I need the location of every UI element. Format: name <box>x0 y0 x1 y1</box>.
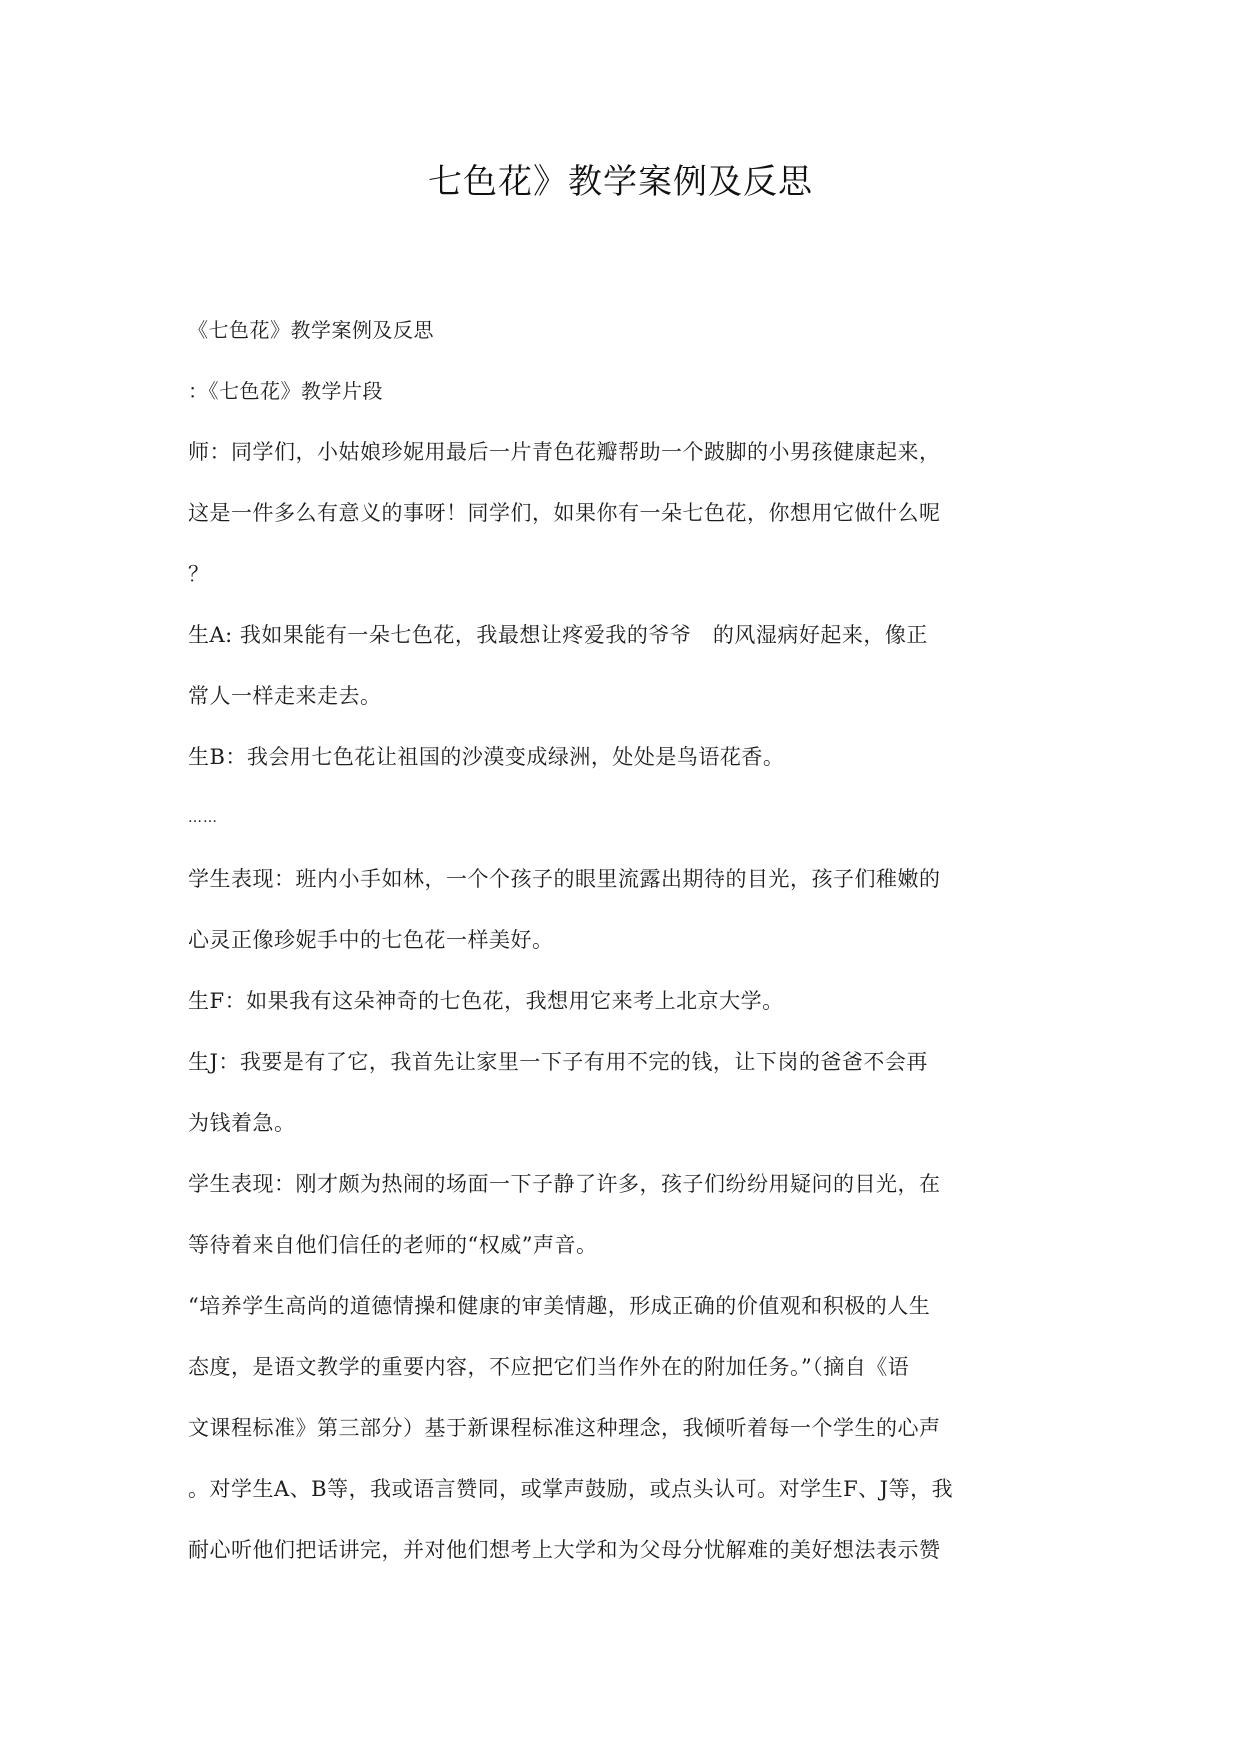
paragraph-line: 文课程标准》第三部分）基于新课程标准这种理念，我倾听着每一个学生的心声 <box>188 1416 941 1440</box>
paragraph-line: “培养学生高尚的道德情操和健康的审美情趣，形成正确的价值观和积极的人生 <box>188 1294 931 1318</box>
document-title: 七色花》教学案例及反思 <box>428 162 813 202</box>
paragraph-line: 态度，是语文教学的重要内容，不应把它们当作外在的附加任务。”（摘自《语 <box>188 1355 910 1379</box>
subtitle-line: 《七色花》教学案例及反思 <box>188 318 434 342</box>
ellipsis-line: …… <box>188 810 218 826</box>
paragraph-line: 耐心听他们把话讲完，并对他们想考上大学和为父母分忧解难的美好想法表示赞 <box>188 1538 941 1562</box>
paragraph-line: 这是一件多么有意义的事呀！同学们，如果你有一朵七色花，你想用它做什么呢 <box>188 501 941 525</box>
paragraph-line: 生B：我会用七色花让祖国的沙漠变成绿洲，处处是鸟语花香。 <box>188 745 785 769</box>
paragraph-line: 。对学生A、B等，我或语言赞同，或掌声鼓励，或点头认可。对学生F、J等，我 <box>188 1477 954 1501</box>
paragraph-line: 生F：如果我有这朵神奇的七色花，我想用它来考上北京大学。 <box>188 989 784 1013</box>
paragraph-line: 心灵正像珍妮手中的七色花一样美好。 <box>188 928 554 952</box>
paragraph-line: 学生表现：刚才颇为热闹的场面一下子静了许多，孩子们纷纷用疑问的目光，在 <box>188 1172 941 1196</box>
paragraph-line: ？ <box>188 562 210 586</box>
paragraph-line: 生A: 我如果能有一朵七色花，我最想让疼爱我的爷爷 的风湿病好起来，像正 <box>188 623 928 647</box>
paragraph-line: 常人一样走来走去。 <box>188 684 382 708</box>
paragraph-line: 生J：我要是有了它，我首先让家里一下子有用不完的钱，让下岗的爸爸不会再 <box>188 1050 928 1074</box>
section-heading-line: ：《七色花》教学片段 <box>188 379 383 403</box>
paragraph-line: 为钱着急。 <box>188 1111 296 1135</box>
paragraph-line: 等待着来自他们信任的老师的“权威”声音。 <box>188 1233 598 1257</box>
paragraph-line: 师：同学们，小姑娘珍妮用最后一片青色花瓣帮助一个跛脚的小男孩健康起来， <box>188 440 941 464</box>
document-body <box>188 300 968 1581</box>
paragraph-line: 学生表现：班内小手如林，一个个孩子的眼里流露出期待的目光，孩子们稚嫩的 <box>188 867 941 891</box>
